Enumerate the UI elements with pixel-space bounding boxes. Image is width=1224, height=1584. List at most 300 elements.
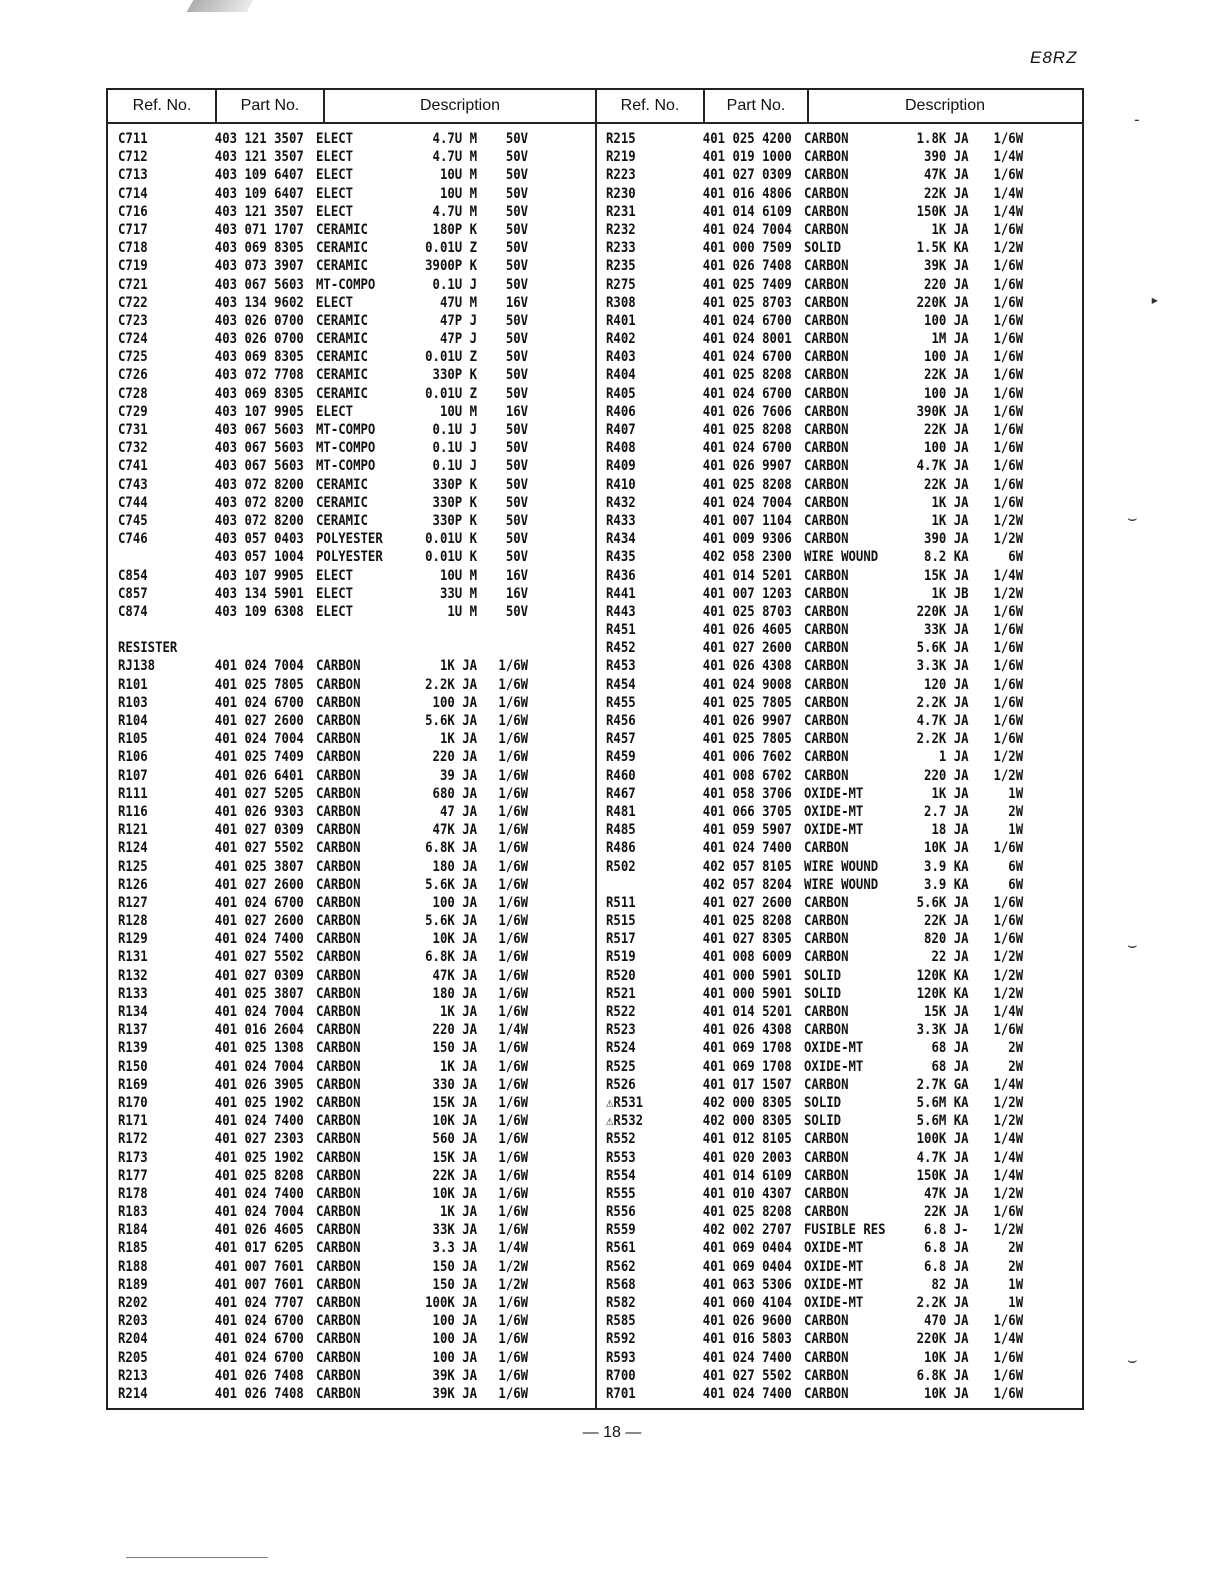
part-number-cell: 401 024 6700 [702, 312, 792, 329]
part-number-cell: 403 134 9602 [214, 294, 304, 311]
description-cell: SOLID [804, 985, 842, 1002]
rating-cell: 1/6W [498, 1113, 529, 1130]
ref-cell: R515 [606, 913, 636, 930]
part-number-cell: 401 026 9907 [702, 458, 792, 475]
rating-cell: 1/6W [993, 331, 1024, 348]
rating-cell: 1/6W [993, 476, 1024, 493]
description-cell: CARBON [804, 1367, 849, 1384]
value-cell: 180 JA [432, 858, 478, 875]
value-cell: 220K JA [916, 603, 969, 620]
description-cell: CARBON [316, 949, 361, 966]
margin-mark: ▸ [1150, 290, 1160, 309]
part-number-cell: 403 071 1707 [214, 221, 304, 238]
description-cell: CARBON [316, 694, 361, 711]
rating-cell: 1W [1008, 785, 1024, 802]
part-number-cell: 401 026 4308 [702, 1022, 792, 1039]
rating-cell: 1/6W [993, 894, 1024, 911]
ref-cell: R554 [606, 1167, 636, 1184]
part-number-cell: 401 026 9907 [702, 713, 792, 729]
description-cell: MT-COMPO [316, 440, 376, 457]
ref-cell: C743 [118, 476, 148, 493]
ref-cell: R592 [606, 1331, 636, 1348]
value-cell: 0.1U J [432, 276, 478, 293]
ref-cell: R235 [606, 258, 636, 275]
part-number-cell: 403 069 8305 [214, 385, 304, 402]
ref-cell: C723 [118, 312, 148, 329]
part-number-cell: 401 024 7004 [214, 1204, 304, 1221]
part-number-cell: 401 012 8105 [702, 1131, 792, 1148]
part-number-cell: 403 121 3507 [214, 131, 304, 147]
description-cell: CARBON [316, 713, 361, 729]
value-cell: 5.6K JA [425, 713, 478, 729]
value-cell: 3.3K JA [916, 1022, 969, 1039]
ref-cell: R454 [606, 676, 636, 693]
ref-cell: R402 [606, 331, 636, 348]
description-cell: CARBON [804, 403, 849, 420]
part-number-cell: 401 026 7408 [702, 258, 792, 275]
rating-cell: 1/2W [993, 767, 1024, 784]
rating-cell: 1/4W [993, 203, 1024, 220]
value-cell: 390 JA [924, 531, 969, 548]
part-number-cell: 403 072 8200 [214, 512, 304, 529]
rating-cell: 1/6W [498, 1295, 529, 1311]
description-cell: CARBON [316, 1022, 361, 1039]
part-number-cell: 401 017 6205 [214, 1240, 304, 1257]
ref-cell: R177 [118, 1167, 148, 1184]
value-cell: 3.3K JA [916, 658, 969, 675]
part-number-cell: 401 069 1708 [702, 1040, 792, 1057]
description-cell: ELECT [316, 203, 354, 220]
description-cell: CARBON [316, 913, 361, 930]
rating-cell: 1/6W [993, 458, 1024, 475]
ref-cell: C711 [118, 131, 148, 147]
rating-cell: 50V [505, 494, 529, 511]
value-cell: 180P K [432, 221, 478, 238]
ref-cell: C732 [118, 440, 148, 457]
part-number-cell: 403 067 5603 [214, 422, 304, 438]
value-cell: 120K KA [916, 967, 969, 984]
rating-cell: 1/6W [498, 1222, 529, 1239]
rating-cell: 1/6W [993, 385, 1024, 402]
value-cell: 1K JA [439, 1004, 478, 1020]
value-cell: 10K JA [924, 840, 969, 857]
ref-cell: R215 [606, 131, 636, 147]
description-cell: CARBON [804, 203, 849, 220]
description-cell: CARBON [804, 1385, 849, 1402]
rating-cell: 1/6W [993, 622, 1024, 639]
description-cell: CARBON [804, 585, 849, 602]
ref-cell: C729 [118, 403, 148, 420]
ref-cell: C722 [118, 294, 148, 311]
rating-cell: 1/6W [498, 767, 529, 784]
part-number-cell: 402 000 8305 [702, 1113, 792, 1130]
value-cell: 1K JA [931, 221, 969, 238]
ref-cell: R502 [606, 858, 636, 875]
description-cell: CARBON [316, 1094, 361, 1111]
description-cell: SOLID [804, 1113, 842, 1130]
ref-cell: C714 [118, 185, 148, 202]
part-number-cell: 401 014 6109 [702, 203, 792, 220]
value-cell: 220 JA [432, 1022, 478, 1039]
rating-cell: 1/6W [498, 1004, 529, 1020]
ref-cell: R435 [606, 549, 636, 566]
rating-cell: 1/6W [993, 1349, 1024, 1366]
description-cell: CARBON [316, 803, 361, 820]
part-number-cell: 403 067 5603 [214, 458, 304, 475]
value-cell: 68 JA [931, 1058, 969, 1075]
ref-cell: R409 [606, 458, 636, 475]
ref-cell: R561 [606, 1240, 636, 1257]
part-number-cell: 401 024 8001 [702, 331, 792, 348]
value-cell: 5.6M KA [916, 1094, 969, 1111]
part-number-cell: 401 025 8208 [702, 367, 792, 384]
description-cell: CARBON [804, 731, 849, 748]
part-number-cell: 401 027 5205 [214, 785, 304, 802]
description-cell: CARBON [804, 1076, 849, 1093]
ref-cell: R405 [606, 385, 636, 402]
rating-cell: 1/4W [993, 1149, 1024, 1166]
ref-cell: C741 [118, 458, 148, 475]
description-cell: CERAMIC [316, 367, 368, 384]
value-cell: 330P K [432, 512, 478, 529]
rating-cell: 50V [505, 185, 529, 202]
value-cell: 10K JA [432, 1185, 478, 1202]
rating-cell: 1/6W [993, 1385, 1024, 1402]
rating-cell: 6W [1008, 549, 1024, 566]
part-number-cell: 401 025 4200 [702, 131, 792, 147]
value-cell: 15K JA [924, 1004, 969, 1020]
ref-cell: R453 [606, 658, 636, 675]
ref-cell: C854 [118, 567, 148, 584]
part-number-cell: 403 026 0700 [214, 331, 304, 348]
part-number-cell: 401 007 7601 [214, 1276, 304, 1293]
ref-cell: C724 [118, 331, 148, 348]
description-cell: CARBON [804, 440, 849, 457]
rating-cell: 1/6W [498, 985, 529, 1002]
value-cell: 390K JA [916, 403, 969, 420]
rating-cell: 1/6W [993, 349, 1024, 366]
value-cell: 22K JA [924, 422, 969, 438]
description-cell: CARBON [316, 894, 361, 911]
description-cell: ELECT [316, 149, 354, 166]
ref-cell: R107 [118, 767, 148, 784]
rating-cell: 50V [505, 385, 529, 402]
rating-cell: 1/6W [498, 785, 529, 802]
part-number-cell: 401 026 7408 [214, 1367, 304, 1384]
description-cell: CARBON [316, 1113, 361, 1130]
rating-cell: 1/2W [498, 1276, 529, 1293]
description-cell: SOLID [804, 967, 842, 984]
rating-cell: 1/6W [993, 276, 1024, 293]
rating-cell: 1/4W [993, 567, 1024, 584]
rating-cell: 2W [1008, 1258, 1024, 1275]
rating-cell: 16V [505, 585, 529, 602]
value-cell: 150 JA [432, 1276, 478, 1293]
part-number-cell: 401 016 5803 [702, 1331, 792, 1348]
ref-cell: R406 [606, 403, 636, 420]
part-number-cell: 401 026 9600 [702, 1313, 792, 1330]
description-cell: OXIDE-MT [804, 803, 864, 820]
part-number-cell: 401 000 7509 [702, 240, 792, 257]
rating-cell: 50V [505, 131, 529, 147]
part-number-cell: 401 027 2600 [214, 876, 304, 893]
part-number-cell: 401 025 3807 [214, 985, 304, 1002]
value-cell: 5.6K JA [425, 913, 478, 930]
part-number-cell: 401 024 7004 [214, 1058, 304, 1075]
center-divider [595, 90, 597, 1408]
value-cell: 15K JA [432, 1094, 478, 1111]
ref-cell: R568 [606, 1276, 636, 1293]
rating-cell: 1/6W [498, 731, 529, 748]
value-cell: 33K JA [924, 622, 969, 639]
ref-cell: R481 [606, 803, 636, 820]
ref-cell: R562 [606, 1258, 636, 1275]
ref-cell: R116 [118, 803, 148, 820]
value-cell: 100K JA [425, 1295, 478, 1311]
part-number-cell: 401 025 7805 [702, 694, 792, 711]
part-number-cell: 401 016 2604 [214, 1022, 304, 1039]
ref-cell: R189 [118, 1276, 148, 1293]
ref-cell: R139 [118, 1040, 148, 1057]
value-cell: 1K JA [931, 494, 969, 511]
part-number-cell: 401 024 6700 [214, 1313, 304, 1330]
rating-cell: 1/6W [498, 1367, 529, 1384]
part-number-cell: 401 025 7805 [702, 731, 792, 748]
description-cell: OXIDE-MT [804, 822, 864, 839]
part-number-cell: 401 007 1104 [702, 512, 792, 529]
value-cell: 3.3 JA [432, 1240, 478, 1257]
value-cell: 39K JA [432, 1385, 478, 1402]
ref-cell: R456 [606, 713, 636, 729]
rating-cell: 50V [505, 367, 529, 384]
part-number-cell: 401 009 9306 [702, 531, 792, 548]
description-cell: CARBON [804, 167, 849, 184]
ref-cell: C713 [118, 167, 148, 184]
part-number-cell: 401 024 7004 [214, 1004, 304, 1020]
description-cell: OXIDE-MT [804, 1040, 864, 1057]
value-cell: 4.7U M [432, 149, 478, 166]
description-cell: MT-COMPO [316, 276, 376, 293]
rating-cell: 1/6W [993, 658, 1024, 675]
rating-cell: 1/6W [498, 1058, 529, 1075]
rating-cell: 1/6W [498, 1349, 529, 1366]
description-cell: CARBON [804, 131, 849, 147]
ref-cell: R121 [118, 822, 148, 839]
description-cell: CARBON [804, 931, 849, 948]
value-cell: 1M JA [931, 331, 969, 348]
ref-cell: C728 [118, 385, 148, 402]
description-cell: CARBON [316, 1349, 361, 1366]
part-number-cell: 403 109 6407 [214, 185, 304, 202]
divider [703, 90, 705, 124]
part-number-cell: 401 027 0309 [214, 822, 304, 839]
ref-cell: R593 [606, 1349, 636, 1366]
ref-cell: R410 [606, 476, 636, 493]
ref-cell: R401 [606, 312, 636, 329]
value-cell: 180 JA [432, 985, 478, 1002]
part-number-cell: 401 027 0309 [214, 967, 304, 984]
rating-cell: 1/6W [498, 1331, 529, 1348]
ref-cell: R582 [606, 1295, 636, 1311]
part-number-cell: 403 067 5603 [214, 276, 304, 293]
part-number-cell: 401 024 7400 [702, 1349, 792, 1366]
part-number-cell: 401 027 5502 [214, 949, 304, 966]
description-cell: WIRE WOUND [804, 876, 879, 893]
ref-cell: R459 [606, 749, 636, 766]
value-cell: 0.01U Z [425, 240, 478, 257]
part-number-cell: 401 024 7004 [702, 494, 792, 511]
value-cell: 1K JB [931, 585, 969, 602]
part-number-cell: 401 024 7400 [702, 1385, 792, 1402]
value-cell: 220 JA [432, 749, 478, 766]
ref-cell: R520 [606, 967, 636, 984]
description-cell: CARBON [804, 894, 849, 911]
value-cell: 22K JA [924, 185, 969, 202]
description-cell: ELECT [316, 185, 354, 202]
description-cell: CARBON [316, 1222, 361, 1239]
description-cell: OXIDE-MT [804, 785, 864, 802]
ref-cell: R178 [118, 1185, 148, 1202]
part-number-cell: 401 024 6700 [214, 1331, 304, 1348]
ref-cell: R231 [606, 203, 636, 220]
value-cell: 1K JA [439, 1204, 478, 1221]
description-cell: CARBON [804, 185, 849, 202]
description-cell: CARBON [804, 949, 849, 966]
part-number-cell: 403 072 8200 [214, 476, 304, 493]
ref-cell: C717 [118, 221, 148, 238]
rating-cell: 1/6W [993, 312, 1024, 329]
ref-cell: R219 [606, 149, 636, 166]
part-number-cell: 401 024 7400 [214, 1185, 304, 1202]
description-cell: CARBON [804, 713, 849, 729]
ref-cell: R467 [606, 785, 636, 802]
part-number-cell: 401 024 9008 [702, 676, 792, 693]
part-number-cell: 401 024 7004 [214, 731, 304, 748]
rating-cell: 1/4W [993, 149, 1024, 166]
rating-cell: 1/6W [993, 913, 1024, 930]
value-cell: 22K JA [924, 913, 969, 930]
part-number-cell: 401 025 1902 [214, 1094, 304, 1111]
description-cell: CARBON [804, 349, 849, 366]
part-number-cell: 401 016 4806 [702, 185, 792, 202]
description-cell: CARBON [316, 1167, 361, 1184]
part-number-cell: 401 027 2600 [702, 894, 792, 911]
ref-cell: R433 [606, 512, 636, 529]
scan-smudge [187, 0, 254, 12]
part-number-cell: 401 026 4308 [702, 658, 792, 675]
value-cell: 150K JA [916, 203, 969, 220]
ref-cell: R111 [118, 785, 148, 802]
part-number-cell: 401 026 4605 [214, 1222, 304, 1239]
part-number-cell: 401 026 7606 [702, 403, 792, 420]
ref-cell: C716 [118, 203, 148, 220]
description-cell: CARBON [804, 149, 849, 166]
rating-cell: 1W [1008, 1295, 1024, 1311]
ref-cell: R555 [606, 1185, 636, 1202]
value-cell: 220K JA [916, 1331, 969, 1348]
ref-cell: R457 [606, 731, 636, 748]
part-number-cell: 402 002 2707 [702, 1222, 792, 1239]
description-cell: ELECT [316, 131, 354, 147]
part-number-cell: 401 027 2303 [214, 1131, 304, 1148]
part-number-cell: 401 008 6009 [702, 949, 792, 966]
value-cell: 5.6K JA [916, 894, 969, 911]
rating-cell: 50V [505, 331, 529, 348]
value-cell: 0.1U J [432, 440, 478, 457]
value-cell: 3900P K [425, 258, 478, 275]
part-number-cell: 403 069 8305 [214, 240, 304, 257]
rating-cell: 50V [505, 167, 529, 184]
part-number-cell: 401 025 8208 [702, 913, 792, 930]
description-cell: CARBON [804, 385, 849, 402]
value-cell: 6.8 JA [924, 1258, 969, 1275]
rating-cell: 1/4W [993, 1076, 1024, 1093]
rating-cell: 6W [1008, 876, 1024, 893]
value-cell: 100K JA [916, 1131, 969, 1148]
header-ref-right: Ref. No. [596, 90, 704, 124]
part-number-cell: 403 121 3507 [214, 203, 304, 220]
value-cell: 100 JA [432, 894, 478, 911]
description-cell: ELECT [316, 403, 354, 420]
rating-cell: 50V [505, 312, 529, 329]
rating-cell: 50V [505, 422, 529, 438]
description-cell: OXIDE-MT [804, 1258, 864, 1275]
part-number-cell: 401 025 8208 [214, 1167, 304, 1184]
description-cell: CARBON [316, 967, 361, 984]
value-cell: 4.7U M [432, 131, 478, 147]
value-cell: 6.8 JA [924, 1240, 969, 1257]
rating-cell: 1/6W [993, 422, 1024, 438]
ref-cell: R128 [118, 913, 148, 930]
rating-cell: 1/6W [993, 1313, 1024, 1330]
ref-cell: R485 [606, 822, 636, 839]
description-cell: CARBON [804, 1022, 849, 1039]
ref-cell: R526 [606, 1076, 636, 1093]
part-number-cell: 401 024 7004 [702, 221, 792, 238]
value-cell: 560 JA [432, 1131, 478, 1148]
ref-cell: R553 [606, 1149, 636, 1166]
part-number-cell: 401 025 8703 [702, 294, 792, 311]
description-cell: CERAMIC [316, 331, 368, 348]
rating-cell: 1/4W [993, 1131, 1024, 1148]
part-number-cell: 402 057 8204 [702, 876, 792, 893]
part-number-cell: 401 027 8305 [702, 931, 792, 948]
ref-cell: R233 [606, 240, 636, 257]
part-number-cell: 403 069 8305 [214, 349, 304, 366]
ref-cell: R124 [118, 840, 148, 857]
ref-cell: R521 [606, 985, 636, 1002]
value-cell: 100 JA [432, 1349, 478, 1366]
rating-cell: 1W [1008, 822, 1024, 839]
value-cell: 22K JA [924, 476, 969, 493]
value-cell: 6.8K JA [916, 1367, 969, 1384]
value-cell: 1U M [447, 603, 478, 620]
rating-cell: 1/6W [993, 403, 1024, 420]
ref-cell: R202 [118, 1295, 148, 1311]
value-cell: 100 JA [432, 694, 478, 711]
part-number-cell: 401 027 5502 [214, 840, 304, 857]
rating-cell: 1/2W [993, 512, 1024, 529]
ref-cell: C719 [118, 258, 148, 275]
ref-cell: C721 [118, 276, 148, 293]
description-cell: SOLID [804, 1094, 842, 1111]
description-cell: OXIDE-MT [804, 1240, 864, 1257]
value-cell: 150 JA [432, 1040, 478, 1057]
ref-cell: R460 [606, 767, 636, 784]
ref-cell: R436 [606, 567, 636, 584]
rating-cell: 1/4W [498, 1022, 529, 1039]
value-cell: 3.9 KA [924, 876, 969, 893]
